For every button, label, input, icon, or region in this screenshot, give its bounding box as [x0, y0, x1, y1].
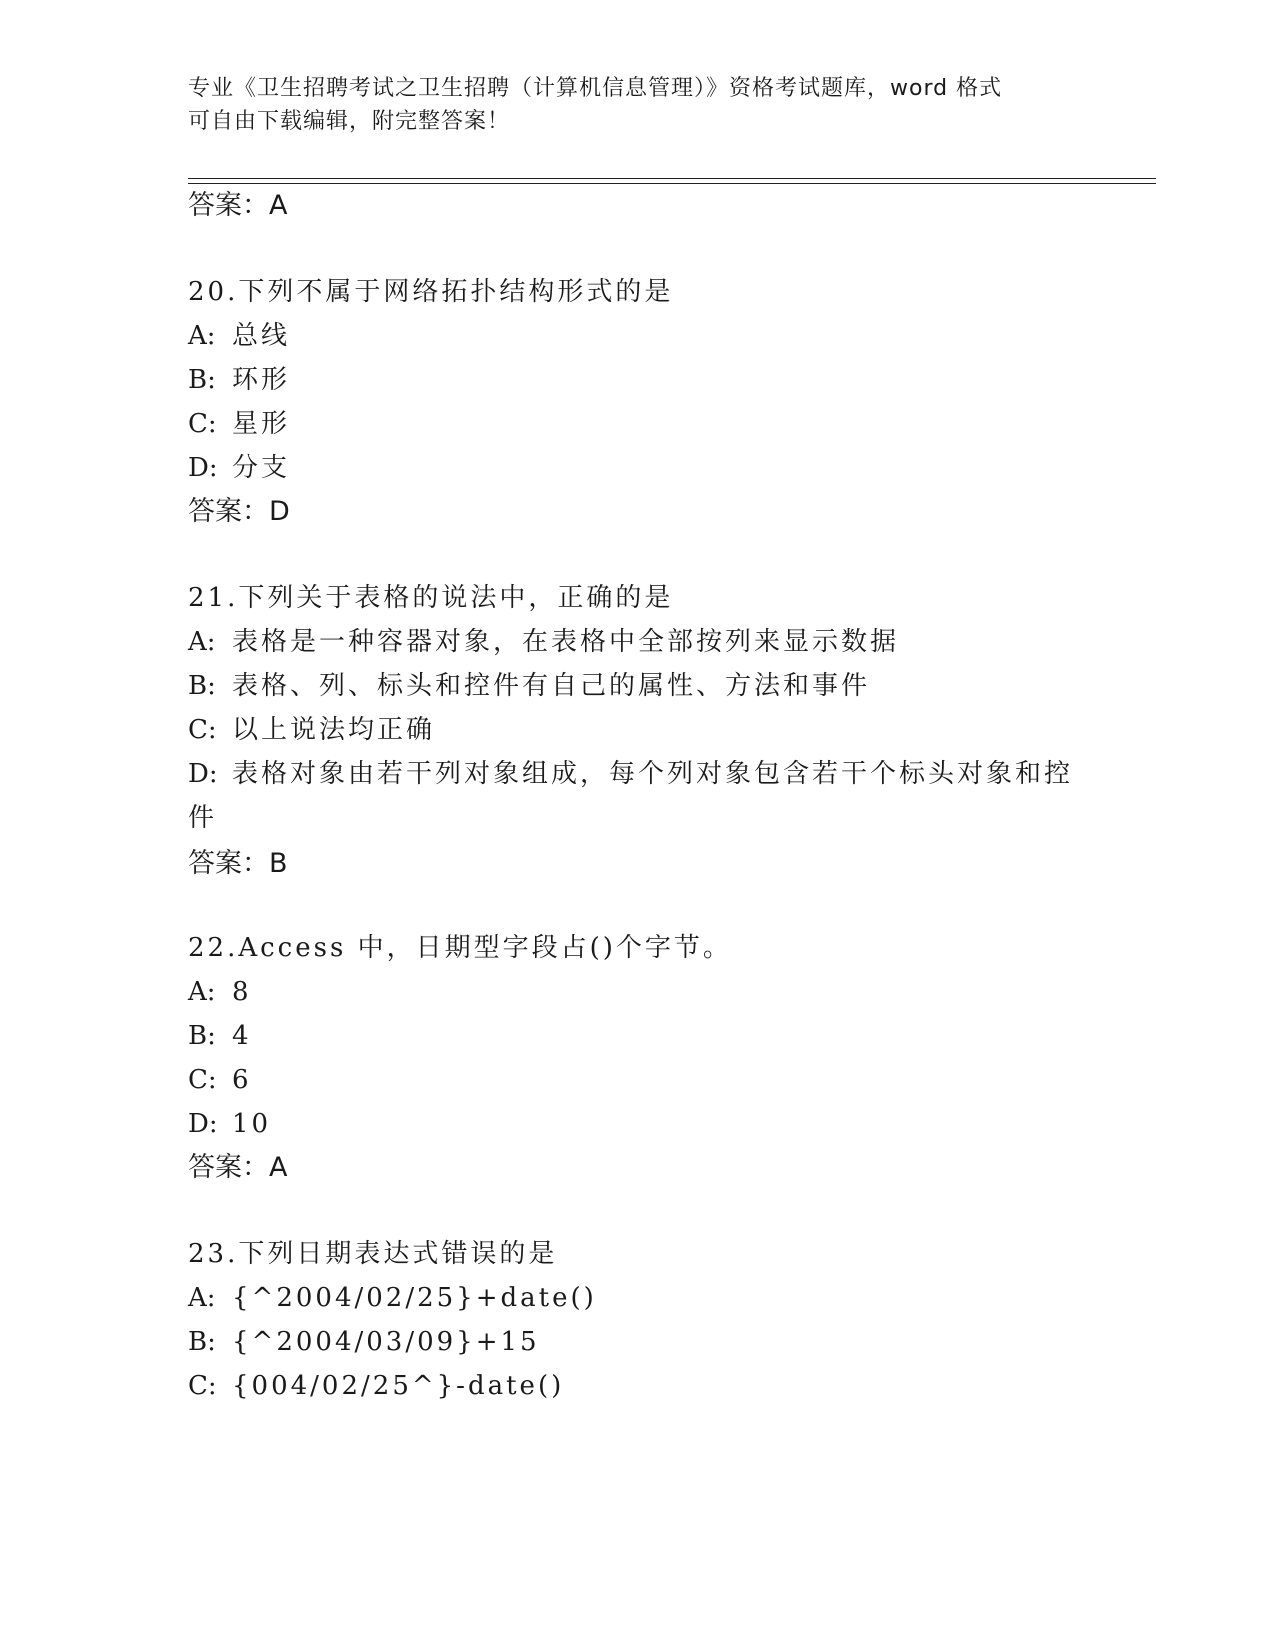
question-20-option-b — [188, 362, 290, 398]
option-letter: D: — [188, 453, 218, 483]
question-20-answer: 答案：D — [188, 496, 290, 527]
option-text: 以上说法均正确 — [232, 715, 436, 745]
question-21-option-c — [188, 712, 435, 748]
option-text: 表格是一种容器对象，在表格中全部按列来显示数据 — [232, 627, 900, 657]
option-letter: A: — [188, 977, 216, 1007]
question-20-option-a — [188, 318, 290, 354]
question-21-option-d-continuation: 件 — [188, 803, 218, 833]
option-letter: D: — [188, 759, 218, 789]
question-22-option-d — [188, 1106, 271, 1142]
option-text: 表格、列、标头和控件有自己的属性、方法和事件 — [232, 671, 871, 701]
question-22-option-a — [188, 974, 252, 1010]
option-text: {^2004/02/25}+date() — [232, 1283, 597, 1313]
option-text: 环形 — [232, 365, 291, 395]
option-text: 10 — [232, 1109, 272, 1139]
question-22-answer: 答案：A — [188, 1152, 288, 1183]
question-23-option-a — [188, 1280, 597, 1316]
option-letter: A: — [188, 627, 216, 657]
option-text: 4 — [232, 1021, 252, 1051]
option-text: 分支 — [232, 453, 291, 483]
question-23-title: 23.下列日期表达式错误的是 — [188, 1239, 558, 1269]
question-20-option-d — [188, 450, 290, 486]
question-20-option-c — [188, 406, 290, 442]
option-letter: B: — [188, 1021, 216, 1051]
document-header — [188, 72, 1068, 138]
option-letter: A: — [188, 1283, 216, 1313]
option-letter: C: — [188, 1371, 217, 1401]
option-text: 8 — [232, 977, 252, 1007]
option-text: 6 — [232, 1065, 252, 1095]
option-letter: B: — [188, 1327, 216, 1357]
option-letter: B: — [188, 365, 216, 395]
question-21-option-b — [188, 668, 870, 704]
header-divider-top — [188, 178, 1156, 179]
question-21-option-d — [188, 756, 1073, 792]
header-divider-bottom — [188, 183, 1156, 184]
option-text: 星形 — [232, 409, 291, 439]
question-22-title: 22.Access 中，日期型字段占()个字节。 — [188, 933, 732, 963]
question-21-option-a — [188, 624, 899, 660]
option-letter: C: — [188, 409, 217, 439]
option-letter: C: — [188, 1065, 217, 1095]
option-text: {004/02/25^}-date() — [232, 1371, 565, 1401]
option-letter: C: — [188, 715, 217, 745]
answer-prev: 答案：A — [188, 190, 288, 221]
option-text: 表格对象由若干列对象组成，每个列对象包含若干个标头对象和控 — [232, 759, 1074, 789]
question-23-option-b — [188, 1324, 540, 1360]
option-letter: B: — [188, 671, 216, 701]
question-22-option-c — [188, 1062, 252, 1098]
option-text: 总线 — [232, 321, 291, 351]
header-line-1: 专业《卫生招聘考试之卫生招聘（计算机信息管理）》资格考试题库，word 格式 — [188, 76, 1003, 101]
option-letter: D: — [188, 1109, 218, 1139]
question-23-option-c — [188, 1368, 564, 1404]
option-letter: A: — [188, 321, 216, 351]
question-21-answer: 答案：B — [188, 848, 288, 879]
question-22-option-b — [188, 1018, 252, 1054]
header-line-2: 可自由下载编辑，附完整答案！ — [188, 109, 511, 134]
question-21-title: 21.下列关于表格的说法中，正确的是 — [188, 583, 674, 613]
option-text: {^2004/03/09}+15 — [232, 1327, 540, 1357]
question-20-title: 20.下列不属于网络拓扑结构形式的是 — [188, 277, 674, 307]
